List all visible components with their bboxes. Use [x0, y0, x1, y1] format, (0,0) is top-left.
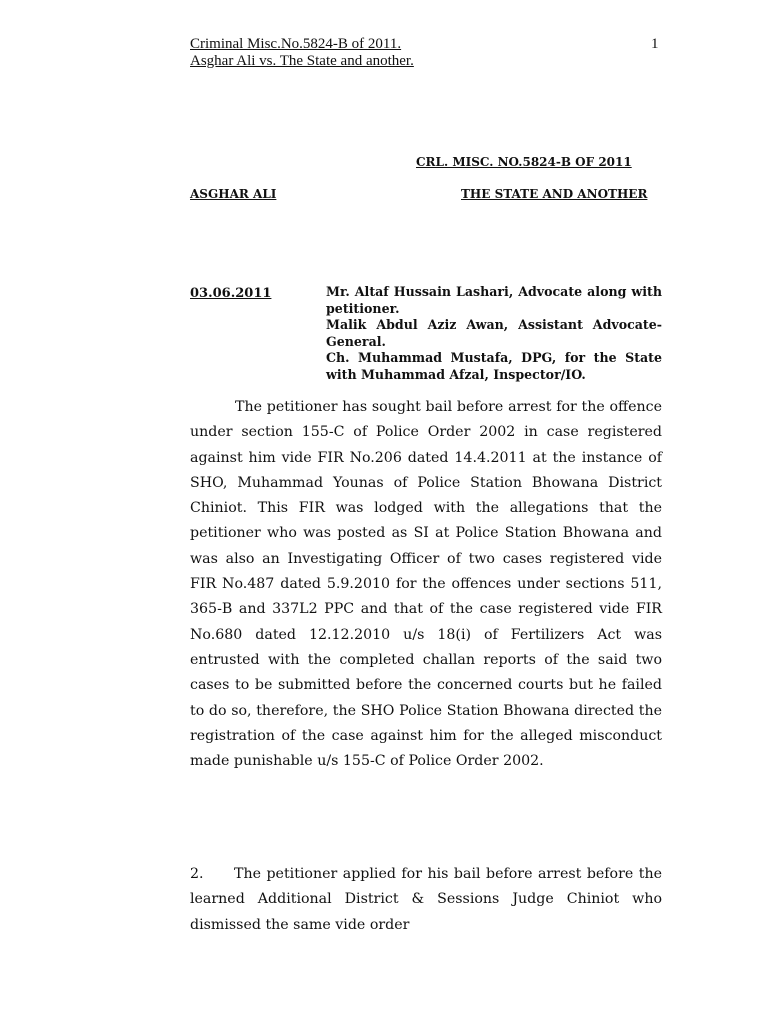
paragraph-2-number: 2. [190, 866, 204, 882]
header-case-title: Criminal Misc.No.5824-B of 2011. [190, 36, 402, 52]
appearances-block [326, 284, 662, 384]
header-parties: Asghar Ali vs. The State and another. [190, 53, 414, 69]
appearance-dpg: Ch. Muhammad Mustafa, DPG, for the State with Muhammad Afzal, Inspector/IO. [326, 350, 662, 382]
appearance-counsel: Mr. Altaf Hussain Lashari, Advocate along with petitioner. [326, 284, 662, 316]
paragraph-2 [190, 862, 662, 938]
paragraph-2-text: The petitioner applied for his bail before arrest before the learned Additional District & Sessions Judge Chiniot who dismissed the same vide order [190, 866, 662, 933]
respondent-name: THE STATE AND ANOTHER [461, 187, 648, 201]
paragraph-1: The petitioner has sought bail before arrest for the offence under section 155-C of Police Order 2002 in case registered against him vide FIR No.206 dated 14.4.2011 at the instance of SHO, Muhammad Younas of Police Station Bhowana District Chiniot. This FIR was lodged with the allegations that the petitioner who was posted as SI at Police Station Bhowana and was also an Investigating Officer of two cases registered vide FIR No.487 dated 5.9.2010 for the offences under sections 511, 365-B and 337L2 PPC and that of the case registered vide FIR No.680 dated 12.12.2010 u/s 18(i) of Fertilizers Act was entrusted with the completed challan reports of the said two cases to be submitted before the concerned courts but he failed to do so, therefore, the SHO Police Station Bhowana directed the registration of the case against him for the alleged misconduct made punishable u/s 155-C of Police Order 2002. [190, 399, 662, 770]
order-date: 03.06.2011 [190, 286, 272, 301]
page-number: 1 [651, 36, 659, 52]
case-number-heading: CRL. MISC. NO.5824-B OF 2011 [416, 155, 632, 169]
petitioner-name: ASGHAR ALI [190, 187, 277, 201]
appearance-state-counsel: Malik Abdul Aziz Awan, Assistant Advocate-General. [326, 317, 662, 349]
